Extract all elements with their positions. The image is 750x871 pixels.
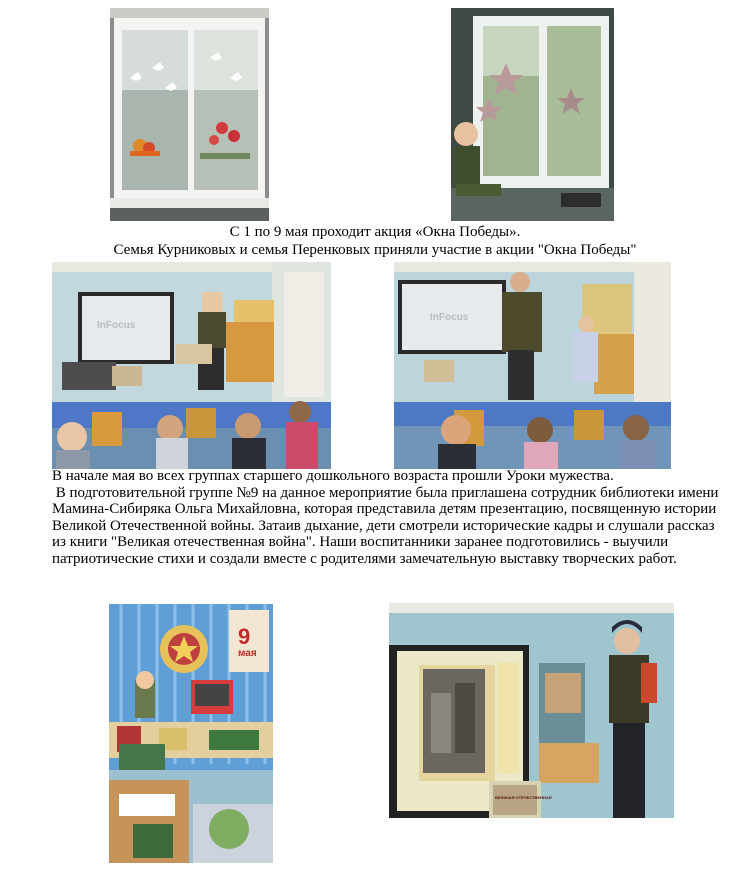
photo-classroom-lesson-2 <box>394 262 671 469</box>
lesson-description-paragraph <box>52 468 732 567</box>
photo-exhibition-corner <box>109 604 273 863</box>
poster-may-9-day: 9 <box>238 624 251 649</box>
projector-brand-text-2: InFocus <box>430 312 469 323</box>
photo-decorated-window <box>110 8 269 221</box>
caption-action-dates: С 1 по 9 мая проходит акция «Окна Победы». <box>229 224 521 240</box>
caption-families: Семья Курниковых и семья Перенковых приняли участие в акции "Окна Победы" <box>113 242 637 258</box>
photo-child-at-window <box>451 8 614 221</box>
poster-may-9-month: мая <box>238 648 257 659</box>
photo-presentation <box>389 603 674 818</box>
paragraph-sentence-2: В подготовительной группе №9 на данное мероприятие была приглашена сотрудник библиотеки имени Мамина-Сибиряка Ольга Михайловна, которая представила детям презентацию, посвященную истории Великой Отечественной войны. Затаив дыхание, дети смотрели исторические кадры и слушали рассказ из книги "Великая отечественная война". Наши воспитанники заранее подготовились - выучили патриотические стихи и создали вместе с родителями замечательную выставку творческих работ. <box>52 484 723 567</box>
book-title-text: ВЕЛИКАЯ ОТЕЧЕСТВЕННАЯ <box>495 795 552 800</box>
paragraph-sentence-1: В начале мая во всех группах старшего дошкольного возраста прошли Уроки мужества. <box>52 468 614 484</box>
projector-brand-text: InFocus <box>97 320 136 331</box>
photo-classroom-lesson-1 <box>52 262 331 469</box>
